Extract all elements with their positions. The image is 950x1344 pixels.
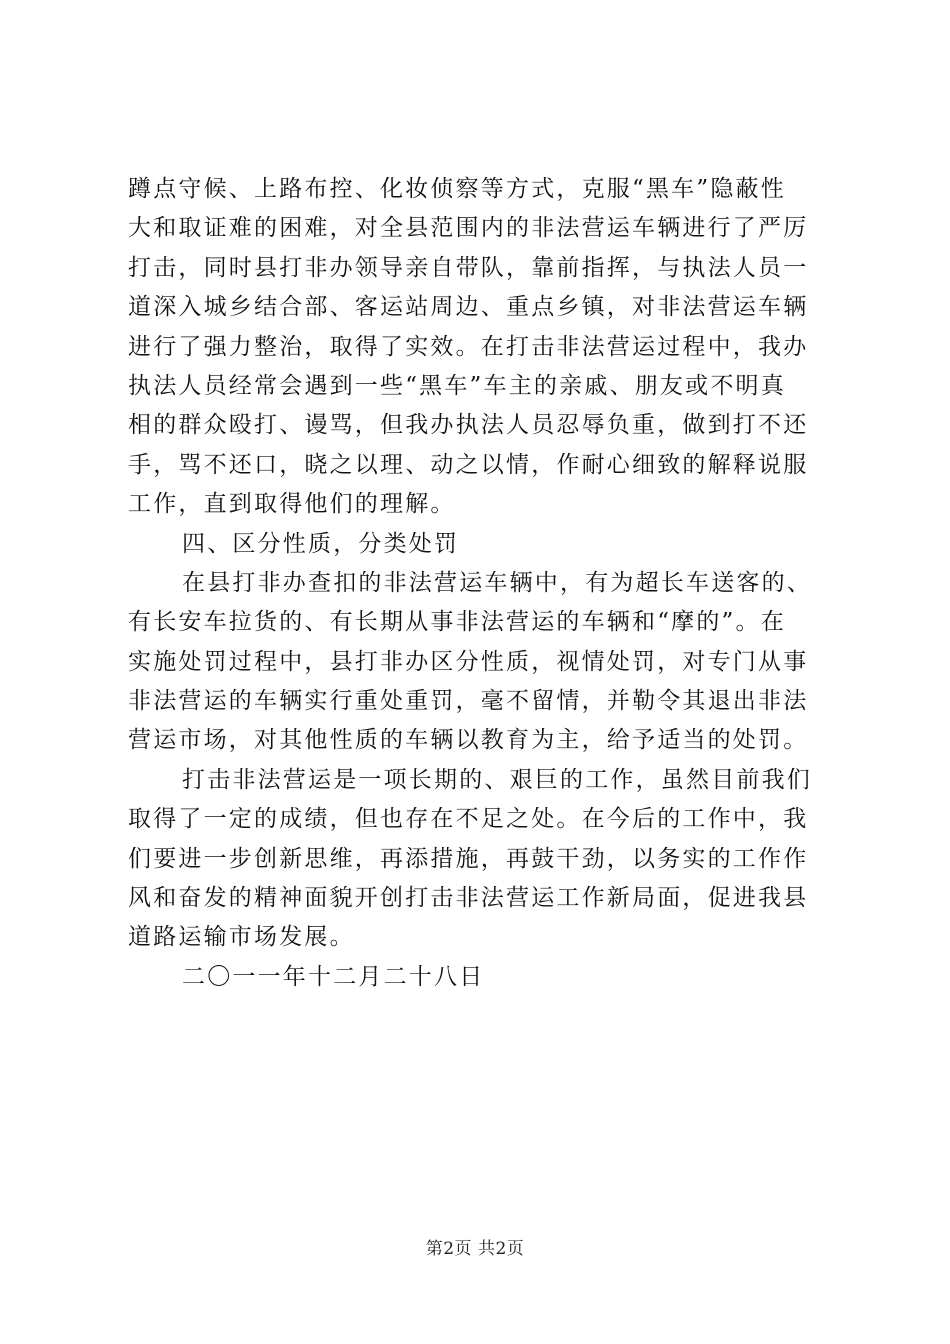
paragraph-line: 实施处罚过程中，县打非办区分性质，视情处罚，对专门从事: [128, 648, 809, 675]
paragraph-line: 有长安车拉货的、有长期从事非法营运的车辆和“摩的”。在: [128, 609, 786, 636]
paragraph-line: 风和奋发的精神面貌开创打击非法营运工作新局面，促进我县: [128, 885, 809, 912]
paragraph-line: 进行了强力整治，取得了实效。在打击非法营运过程中，我办: [128, 333, 809, 360]
paragraph-line: 营运市场，对其他性质的车辆以教育为主，给予适当的处罚。: [128, 727, 809, 754]
paragraph-line: 手，骂不还口，晓之以理、动之以情，作耐心细致的解释说服: [128, 451, 809, 478]
paragraph-line: 大和取证难的困难，对全县范围内的非法营运车辆进行了严厉: [128, 215, 809, 242]
paragraph-line: 非法营运的车辆实行重处重罚，毫不留情，并勒令其退出非法: [128, 688, 809, 715]
document-body: [128, 170, 828, 997]
paragraph-line: 道路运输市场发展。: [128, 924, 355, 951]
paragraph-line: 道深入城乡结合部、客运站周边、重点乡镇，对非法营运车辆: [128, 294, 809, 321]
section-heading: 四、区分性质，分类处罚: [182, 530, 460, 557]
paragraph-line: 取得了一定的成绩，但也存在不足之处。在今后的工作中，我: [128, 806, 809, 833]
paragraph-line: 在县打非办查扣的非法营运车辆中，有为超长车送客的、: [182, 569, 812, 596]
paragraph-line: 蹲点守候、上路布控、化妆侦察等方式，克服“黑车”隐蔽性: [128, 176, 786, 202]
paragraph-line: 打击，同时县打非办领导亲自带队，靠前指挥，与执法人员一: [128, 254, 809, 281]
page-number-footer: 第2页 共2页: [425, 1239, 525, 1259]
paragraph-line: 打击非法营运是一项长期的、艰巨的工作，虽然目前我们: [182, 766, 812, 793]
paragraph-line: 执法人员经常会遇到一些“黑车”车主的亲戚、朋友或不明真: [128, 372, 786, 399]
paragraph-line: 们要进一步创新思维，再添措施，再鼓干劲，以务实的工作作: [128, 845, 809, 872]
paragraph-line: 相的群众殴打、谩骂，但我办执法人员忍辱负重，做到打不还: [128, 412, 809, 439]
paragraph-line: 工作，直到取得他们的理解。: [128, 491, 456, 518]
document-date: 二〇一一年十二月二十八日: [182, 963, 485, 990]
